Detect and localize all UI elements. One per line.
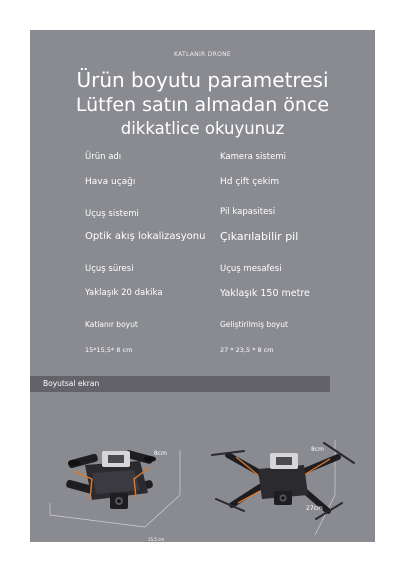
spec-flight-time-value: Yaklaşık 20 dakika bbox=[85, 288, 163, 298]
title-line-2: Lütfen satın almadan önce bbox=[75, 94, 330, 116]
unfolded-width-label: 27cm bbox=[306, 505, 323, 512]
spec-battery-label: Pil kapasitesi bbox=[220, 207, 276, 217]
unfolded-drone-illustration bbox=[200, 395, 370, 542]
spec-flight-time-label: Uçuş süresi bbox=[85, 264, 134, 274]
dimension-display bbox=[30, 395, 375, 562]
spec-product-name-label: Ürün adı bbox=[85, 152, 122, 162]
spec-product-name-value: Hava uçağı bbox=[85, 177, 136, 187]
spec-flight-distance-label: Uçuş mesafesi bbox=[220, 264, 282, 274]
spec-camera-label: Kamera sistemi bbox=[220, 152, 286, 162]
folded-height-label: 8cm bbox=[154, 450, 167, 457]
section-bar bbox=[30, 376, 330, 392]
spec-panel bbox=[30, 30, 375, 562]
spec-unfolded-size-label: Geliştirilmiş boyut bbox=[220, 320, 288, 329]
spec-folded-size-value: 15*15,5* 8 cm bbox=[85, 346, 133, 354]
folded-drone-illustration bbox=[30, 395, 200, 542]
unfolded-height-label: 8cm bbox=[311, 446, 324, 453]
folded-width-label: 15cm bbox=[78, 555, 95, 562]
spec-flight-system-label: Uçuş sistemi bbox=[85, 209, 139, 219]
title-line-1: Ürün boyutu parametresi bbox=[76, 68, 329, 92]
spec-unfolded-size-value: 27 * 23,5 * 8 cm bbox=[220, 346, 274, 354]
spec-battery-value: Çıkarılabilir pil bbox=[220, 230, 299, 243]
title-line-3: dikkatlice okuyunuz bbox=[120, 119, 285, 138]
product-tag: KATLANIR DRONE bbox=[173, 51, 232, 58]
spec-flight-distance-value: Yaklaşık 150 metre bbox=[220, 288, 310, 299]
spec-flight-system-value: Optik akış lokalizasyonu bbox=[85, 231, 206, 242]
spec-folded-size-label: Katlanır boyut bbox=[85, 320, 138, 329]
section-label: Boyutsal ekran bbox=[43, 379, 100, 388]
folded-depth-label: 15,5 cm bbox=[148, 537, 165, 542]
spec-camera-value: Hd çift çekim bbox=[220, 177, 280, 187]
